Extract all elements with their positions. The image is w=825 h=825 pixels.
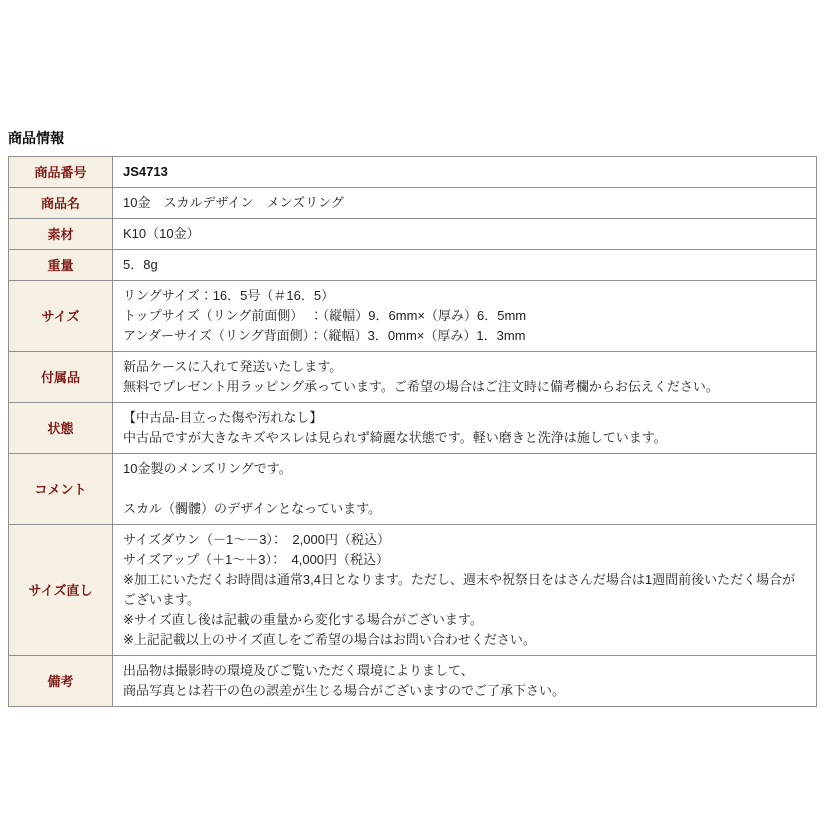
row-label: 商品番号 (9, 157, 113, 188)
row-value (113, 219, 817, 250)
row-label: サイズ (9, 281, 113, 352)
row-label: 備考 (9, 656, 113, 707)
row-label: 商品名 (9, 188, 113, 219)
row-value-line: ※上記記載以上のサイズ直しをご希望の場合はお問い合わせください。 (123, 632, 536, 647)
row-value-line: 商品写真とは若干の色の誤差が生じる場合がございますのでご了承下さい。 (123, 683, 566, 698)
row-value-line: 出品物は撮影時の環境及びご覧いただく環境によりまして、 (123, 663, 474, 678)
row-value-line: K10（10金） (123, 226, 200, 241)
table-row (9, 454, 817, 525)
row-value (113, 454, 817, 525)
row-value (113, 403, 817, 454)
table-row (9, 188, 817, 219)
row-value-line: 10金製のメンズリングです。 (123, 461, 292, 476)
row-label: 状態 (9, 403, 113, 454)
row-value (113, 188, 817, 219)
table-row (9, 219, 817, 250)
row-value-line: 新品ケースに入れて発送いたします。 (123, 359, 343, 374)
row-label: 重量 (9, 250, 113, 281)
row-value-line: アンダーサイズ（リング背面側）：（縦幅）3．0mm×（厚み）1．3mm (123, 328, 526, 343)
row-value-line: ※加工にいただくお時間は通常3,4日となります。ただし、週末や祝祭日をはさんだ場合は1週間前後いただく場合がございます。 (123, 572, 796, 607)
row-value-line: 10金 スカルデザイン メンズリング (123, 195, 344, 210)
row-value (113, 656, 817, 707)
table-row (9, 403, 817, 454)
row-value (113, 525, 817, 656)
row-label: サイズ直し (9, 525, 113, 656)
row-value-line (123, 479, 806, 499)
row-value-line: ※サイズ直し後は記載の重量から変化する場合がございます。 (123, 612, 483, 627)
table-row (9, 281, 817, 352)
row-value-line: 【中古品-目立った傷や汚れなし】 (123, 410, 323, 425)
row-value-line: JS4713 (123, 164, 168, 179)
row-value-line: トップサイズ（リング前面側） ：（縦幅）9．6mm×（厚み）6．5mm (123, 308, 527, 323)
page-title: 商品情報 (8, 130, 64, 146)
table-row (9, 656, 817, 707)
row-value-line: サイズダウン（－1～－3）： 2,000円（税込） (123, 532, 390, 547)
row-value-line: リングサイズ：16．5号（＃16．5） (123, 288, 335, 303)
row-value-line: 5．8g (123, 257, 158, 272)
table-row (9, 157, 817, 188)
row-label: コメント (9, 454, 113, 525)
row-value (113, 250, 817, 281)
product-table-body (9, 157, 817, 707)
row-value (113, 281, 817, 352)
row-value-line: サイズアップ（＋1～＋3）： 4,000円（税込） (123, 552, 390, 567)
row-label: 素材 (9, 219, 113, 250)
row-value (113, 157, 817, 188)
row-value-line: 中古品ですが大きなキズやスレは見られず綺麗な状態です。軽い磨きと洗浄は施しています。 (123, 430, 667, 445)
product-info-table (8, 156, 817, 707)
table-row (9, 352, 817, 403)
table-row (9, 250, 817, 281)
row-label: 付属品 (9, 352, 113, 403)
row-value-line: スカル（髑髏）のデザインとなっています。 (123, 501, 382, 516)
row-value-line: 無料でプレゼント用ラッピング承っています。ご希望の場合はご注文時に備考欄からお伝えください。 (123, 379, 719, 394)
table-row (9, 525, 817, 656)
row-value (113, 352, 817, 403)
